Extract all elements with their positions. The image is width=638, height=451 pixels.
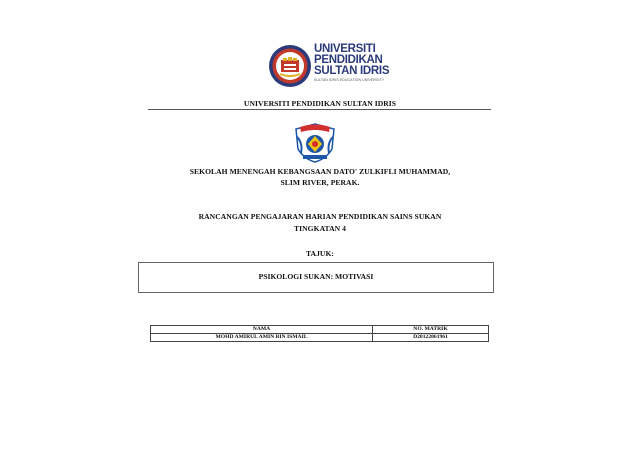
student-matric: D20122061961 xyxy=(373,334,489,342)
wordmark-line-2: PENDIDIKAN xyxy=(314,54,383,66)
university-logo xyxy=(268,42,418,94)
topic-text: PSIKOLOGI SUKAN: MOTIVASI xyxy=(258,272,374,281)
header-name: NAMA xyxy=(151,326,373,334)
divider xyxy=(148,109,491,110)
student-table xyxy=(150,325,489,342)
topic-box xyxy=(138,262,494,293)
school-crest-icon xyxy=(293,123,337,163)
wordmark-line-3: SULTAN IDRIS xyxy=(314,65,390,77)
topic-label: TAJUK: xyxy=(305,249,334,258)
form-level: TINGKATAN 4 xyxy=(294,224,346,233)
header-matric: NO. MATRIK xyxy=(373,326,489,334)
university-wordmark xyxy=(314,44,418,92)
university-seal-icon xyxy=(268,44,312,88)
wordmark-line-1: UNIVERSITI xyxy=(314,43,376,55)
school-name-line-1: SEKOLAH MENENGAH KEBANGSAAN DATO' ZULKIFLI MUHAMMAD, xyxy=(189,167,451,176)
student-name: MOHD AMIRUL AMIN BIN ISMAIL xyxy=(151,334,373,342)
table-row xyxy=(151,334,489,342)
university-tagline: SULTAN IDRIS EDUCATION UNIVERSITY xyxy=(314,78,385,82)
document-title: RANCANGAN PENGAJARAN HARIAN PENDIDIKAN SAINS SUKAN xyxy=(198,212,442,221)
table-header-row xyxy=(151,326,489,334)
school-name-line-2: SLIM RIVER, PERAK. xyxy=(280,178,360,187)
university-name: UNIVERSITI PENDIDIKAN SULTAN IDRIS xyxy=(243,99,397,108)
